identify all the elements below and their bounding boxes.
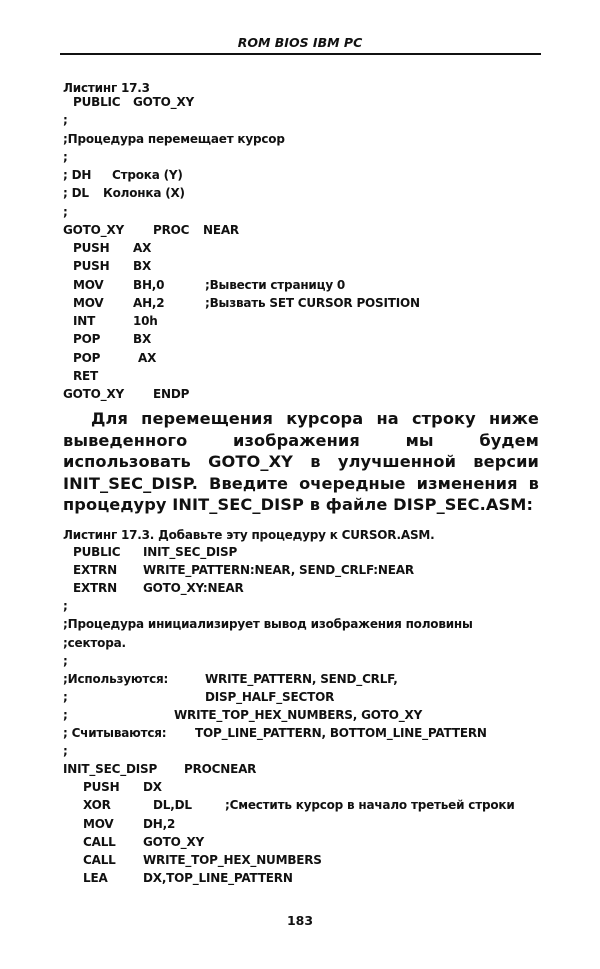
code-line: ; xyxy=(63,204,68,219)
code-line: INT xyxy=(73,314,96,328)
code-operand: DX xyxy=(143,780,162,795)
code-line: POP xyxy=(73,350,101,365)
code-line: POP xyxy=(73,332,101,347)
code-line: ; xyxy=(63,149,68,164)
code-line: ;сектора. xyxy=(63,635,126,650)
code-operand: PROC xyxy=(153,222,190,237)
code-line: CALL xyxy=(83,852,116,867)
code-operand: GOTO_XY:NEAR xyxy=(143,581,244,596)
code-operand: 10h xyxy=(133,314,158,328)
code-operand: DH,2 xyxy=(143,816,176,831)
code-line: LEA xyxy=(83,870,108,885)
code-line: MOV xyxy=(83,816,114,831)
code-operand: WRITE_TOP_HEX_NUMBERS xyxy=(143,852,322,867)
code-operand: Колонка (X) xyxy=(103,186,185,201)
code-operand: GOTO_XY xyxy=(133,95,194,109)
code-operand: ENDP xyxy=(153,387,190,401)
header-rule xyxy=(60,53,541,55)
code-line: PUSH xyxy=(83,780,120,795)
code-operand: WRITE_PATTERN, SEND_CRLF, xyxy=(205,671,398,686)
code-line: RET xyxy=(73,368,99,383)
code-line: MOV xyxy=(73,295,104,310)
code-operand: Строка (Y) xyxy=(112,168,183,182)
code-line: ; xyxy=(63,599,68,614)
code-operand: GOTO_XY xyxy=(143,834,204,849)
code-operand: WRITE_PATTERN:NEAR, SEND_CRLF:NEAR xyxy=(143,563,414,578)
code-comment: ;Вывести страницу 0 xyxy=(205,277,346,292)
code-comment: ;Вызвать SET CURSOR POSITION xyxy=(205,295,420,310)
code-line: PUBLIC xyxy=(73,545,121,559)
code-line: ; xyxy=(63,707,68,722)
code-operand: AX xyxy=(138,350,157,365)
code-line: XOR xyxy=(83,798,111,813)
code-line: ; DL xyxy=(63,186,89,201)
code-line: PUSH xyxy=(73,259,110,274)
code-line: EXTRN xyxy=(73,581,117,596)
code-line: ; Считываются: xyxy=(63,726,167,740)
code-line: ; xyxy=(63,689,68,704)
code-line: ; xyxy=(63,113,68,128)
code-operand: BH,0 xyxy=(133,277,165,292)
code-operand: WRITE_TOP_HEX_NUMBERS, GOTO_XY xyxy=(174,707,423,722)
running-header: ROM BIOS IBM PC xyxy=(237,35,363,50)
code-operand: AX xyxy=(133,241,152,255)
code-operand: INIT_SEC_DISP xyxy=(143,545,238,559)
listing-2-caption: Листинг 17.3. Добавьте эту процедуру к CURSOR.ASM. xyxy=(63,528,435,542)
code-line: GOTO_XY xyxy=(63,387,124,401)
page-number: 183 xyxy=(286,913,314,928)
code-line: MOV xyxy=(73,277,104,292)
code-operand: AH,2 xyxy=(133,295,165,310)
paragraph-text: Для перемещения курсора на строку ниже выведенного изображения мы будем использовать GOTO_XY в улучшенной версии INIT_SEC_DISP. Введите очередные изменения в процедуру INIT_SEC_DISP в файле DISP_SEC.ASM: xyxy=(63,409,539,514)
body-paragraph xyxy=(63,408,539,516)
code-line: EXTRN xyxy=(73,563,117,578)
code-line: CALL xyxy=(83,834,116,849)
code-line: PUBLIC xyxy=(73,95,121,109)
code-operand: PROCNEAR xyxy=(184,762,257,777)
code-line: ; xyxy=(63,744,68,759)
code-line: PUSH xyxy=(73,241,110,255)
code-comment: NEAR xyxy=(203,222,239,237)
code-line: ;Процедура перемещает курсор xyxy=(63,131,285,146)
code-line: ;Процедура инициализирует вывод изображения половины xyxy=(63,617,473,632)
code-operand: BX xyxy=(133,259,151,274)
listing-1-caption: Листинг 17.3 xyxy=(63,81,150,95)
code-line: INIT_SEC_DISP xyxy=(63,762,158,777)
code-comment: ;Сместить курсор в начало третьей строки xyxy=(225,798,515,813)
code-operand: TOP_LINE_PATTERN, BOTTOM_LINE_PATTERN xyxy=(195,726,487,740)
code-line: ; DH xyxy=(63,168,92,182)
code-operand: DL,DL xyxy=(153,798,192,813)
code-line: GOTO_XY xyxy=(63,222,124,237)
code-operand: BX xyxy=(133,332,151,347)
code-operand: DISP_HALF_SECTOR xyxy=(205,689,335,704)
code-line: ;Используются: xyxy=(63,671,169,686)
code-line: ; xyxy=(63,653,68,668)
code-operand: DX,TOP_LINE_PATTERN xyxy=(143,870,293,885)
